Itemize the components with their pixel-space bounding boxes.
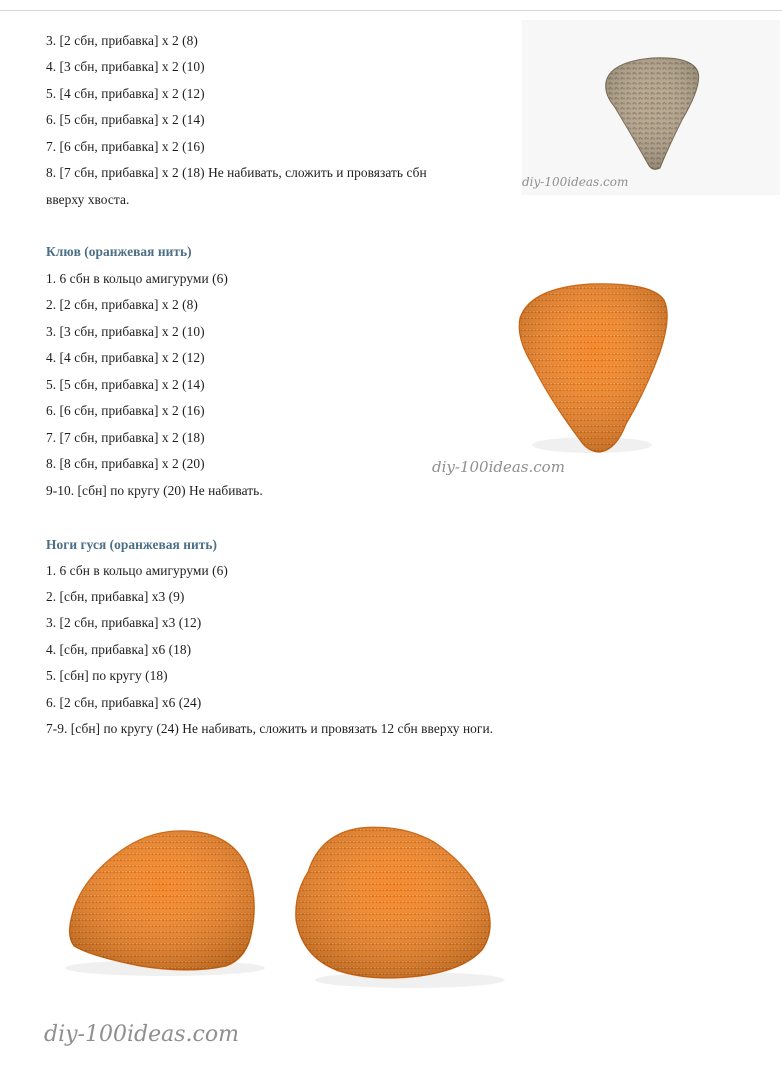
legs-photo bbox=[30, 790, 530, 1060]
legs-heading: Ноги гуся (оранжевая нить) bbox=[46, 537, 218, 552]
beak-round-4: 4. [4 сбн, прибавка] х 2 (12) bbox=[46, 350, 205, 365]
legs-round-4: 4. [сбн, прибавка] х6 (18) bbox=[46, 642, 192, 657]
beak-round-5: 5. [5 сбн, прибавка] х 2 (14) bbox=[46, 377, 205, 392]
tail-crochet-piece-icon bbox=[522, 20, 780, 195]
beak-round-6: 6. [6 сбн, прибавка] х 2 (16) bbox=[46, 403, 205, 418]
beak-heading: Клюв (оранжевая нить) bbox=[46, 244, 192, 259]
beak-round-7: 7. [7 сбн, прибавка] х 2 (18) bbox=[46, 430, 205, 445]
tail-round-5: 5. [4 сбн, прибавка] х 2 (12) bbox=[46, 86, 205, 101]
legs-round-6: 6. [2 сбн, прибавка] х6 (24) bbox=[46, 695, 202, 710]
legs-watermark: diy-100ideas.com bbox=[44, 1022, 239, 1047]
tail-round-7: 7. [6 сбн, прибавка] х 2 (16) bbox=[46, 139, 205, 154]
legs-round-5: 5. [сбн] по кругу (18) bbox=[46, 668, 168, 683]
beak-round-1: 1. 6 сбн в кольцо амигуруми (6) bbox=[46, 271, 228, 286]
legs-round-7-9: 7-9. [сбн] по кругу (24) Не набивать, сложить и провязать 12 сбн вверху ноги. bbox=[46, 721, 494, 736]
legs-round-3: 3. [2 сбн, прибавка] х3 (12) bbox=[46, 615, 202, 630]
legs-crochet-pieces-icon bbox=[30, 790, 530, 1020]
tail-round-8-continued: вверху хвоста. bbox=[46, 192, 130, 207]
beak-round-9-10: 9-10. [сбн] по кругу (20) Не набивать. bbox=[46, 483, 263, 498]
tail-round-6: 6. [5 сбн, прибавка] х 2 (14) bbox=[46, 112, 205, 127]
beak-crochet-piece-icon bbox=[420, 260, 760, 490]
tail-watermark: diy-100ideas.com bbox=[522, 175, 629, 189]
legs-round-2: 2. [сбн, прибавка] х3 (9) bbox=[46, 589, 185, 604]
tail-round-4: 4. [3 сбн, прибавка] х 2 (10) bbox=[46, 59, 205, 74]
beak-round-2: 2. [2 сбн, прибавка] х 2 (8) bbox=[46, 297, 198, 312]
tail-round-3: 3. [2 сбн, прибавка] х 2 (8) bbox=[46, 33, 198, 48]
beak-watermark: diy-100ideas.com bbox=[432, 458, 565, 476]
beak-round-8: 8. [8 сбн, прибавка] х 2 (20) bbox=[46, 456, 205, 471]
tail-photo bbox=[522, 20, 780, 195]
legs-round-1: 1. 6 сбн в кольцо амигуруми (6) bbox=[46, 563, 228, 578]
top-divider bbox=[0, 10, 782, 11]
tail-round-8: 8. [7 сбн, прибавка] х 2 (18) Не набивать, сложить и провязать сбн bbox=[46, 165, 427, 180]
beak-photo bbox=[420, 260, 760, 490]
beak-round-3: 3. [3 сбн, прибавка] х 2 (10) bbox=[46, 324, 205, 339]
